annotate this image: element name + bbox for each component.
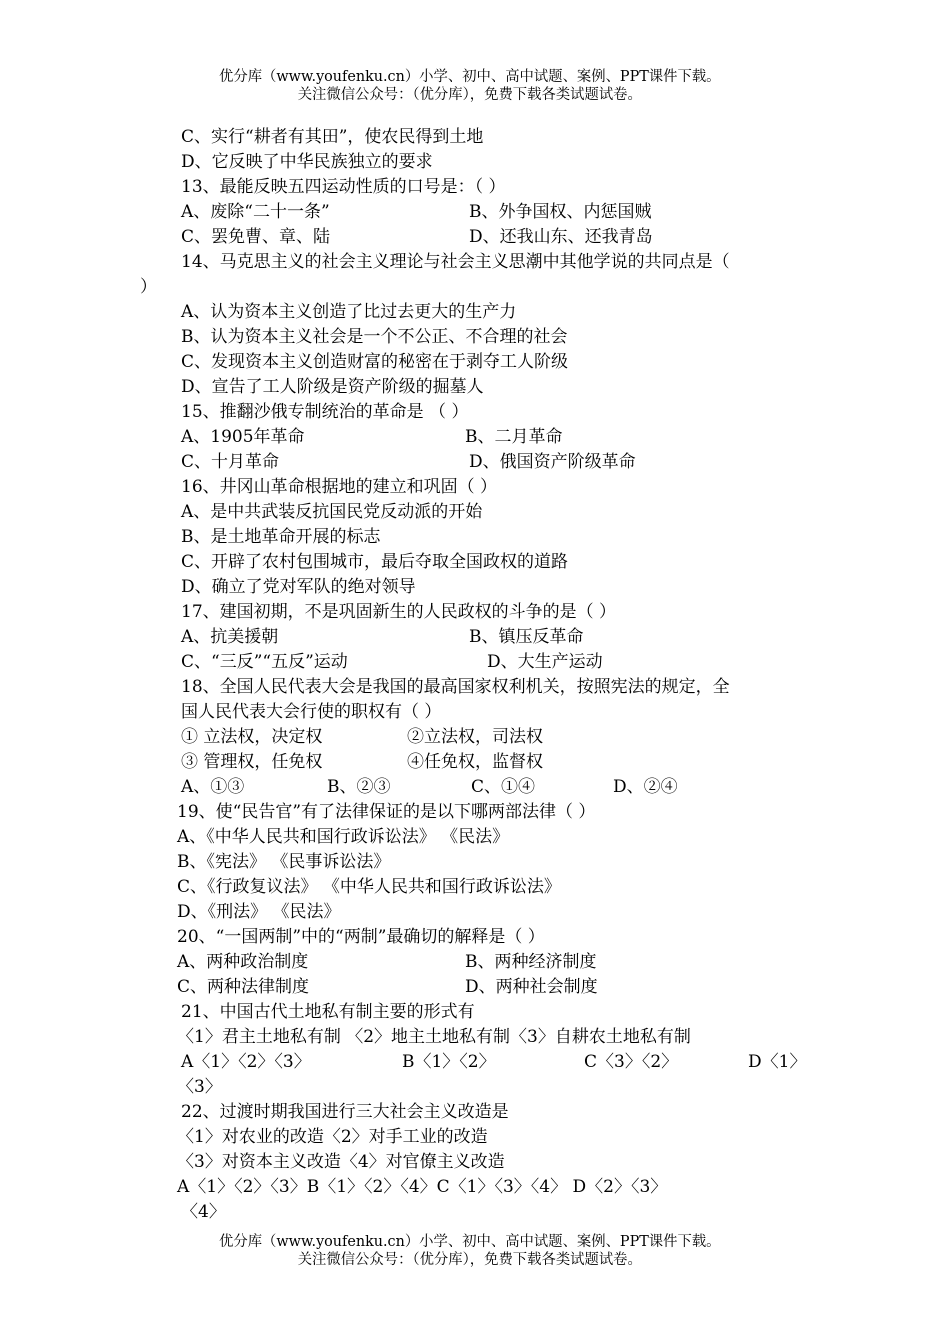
q14-stem-continued: ） <box>140 277 157 297</box>
q17-option-c: C、“三反”“五反”运动 <box>181 652 348 672</box>
q20-option-b: B、两种经济制度 <box>465 952 597 972</box>
q15-option-a: A、1905年革命 <box>181 427 305 447</box>
q21-option-d: D〈1〉 <box>748 1052 807 1072</box>
q17-option-a: A、抗美援朝 <box>181 627 279 647</box>
q14-option-d: D、宣告了工人阶级是资产阶级的掘墓人 <box>181 377 484 397</box>
q20-stem: 20、“一国两制”中的“两制”最确切的解释是（ ） <box>177 927 545 947</box>
q17-option-d: D、大生产运动 <box>487 652 603 672</box>
q21-option-c: C〈3〉〈2〉 <box>584 1052 679 1072</box>
q20-option-c: C、两种法律制度 <box>177 977 310 997</box>
q16-option-b: B、是土地革命开展的标志 <box>181 527 381 547</box>
q13-stem: 13、最能反映五四运动性质的口号是：（ ） <box>181 177 506 197</box>
q21-option-a: A〈1〉〈2〉〈3〉 <box>181 1052 311 1072</box>
q13-option-c: C、罢免曹、章、陆 <box>181 227 331 247</box>
q14-option-a: A、认为资本主义创造了比过去更大的生产力 <box>181 302 517 322</box>
q19-option-a: A、《中华人民共和国行政诉讼法》 《民法》 <box>177 827 510 847</box>
q18-option-a: A、①③ <box>181 777 245 797</box>
q20-option-d: D、两种社会制度 <box>465 977 598 997</box>
q18-item-3: ③ 管理权，任免权 <box>181 752 323 772</box>
page-header-line1: 优分库（www.youfenku.cn）小学、初中、高中试题、案例、PPT课件下载。 <box>219 69 721 85</box>
q22-items-line1: 〈1〉对农业的改造〈2〉对手工业的改造 <box>177 1127 488 1147</box>
q18-item-4: ④任免权，监督权 <box>407 752 543 772</box>
q16-option-d: D、确立了党对军队的绝对领导 <box>181 577 416 597</box>
q16-stem: 16、井冈山革命根据地的建立和巩固（ ） <box>181 477 498 497</box>
q19-stem: 19、使“民告官”有了法律保证的是以下哪两部法律（ ） <box>177 802 596 822</box>
q18-item-1: ① 立法权，决定权 <box>181 727 323 747</box>
q16-option-c: C、开辟了农村包围城市，最后夺取全国政权的道路 <box>181 552 569 572</box>
q19-option-b: B、《宪法》 《民事诉讼法》 <box>177 852 391 872</box>
q13-option-a: A、废除“二十一条” <box>181 202 330 222</box>
q16-option-a: A、是中共武装反抗国民党反动派的开始 <box>181 502 483 522</box>
q21-stem: 21、中国古代土地私有制主要的形式有 <box>181 1002 475 1022</box>
q21-option-b: B〈1〉〈2〉 <box>402 1052 496 1072</box>
q18-item-2: ②立法权，司法权 <box>407 727 543 747</box>
q14-stem: 14、马克思主义的社会主义理论与社会主义思潮中其他学说的共同点是（ <box>181 252 730 272</box>
q12-option-c: C、实行“耕者有其田”，使农民得到土地 <box>181 127 484 147</box>
q18-option-b: B、②③ <box>327 777 391 797</box>
q22-options: A〈1〉〈2〉〈3〉B〈1〉〈2〉〈4〉C〈1〉〈3〉〈4〉 D〈2〉〈3〉 <box>177 1177 668 1197</box>
q22-items-line2: 〈3〉对资本主义改造〈4〉对官僚主义改造 <box>177 1152 505 1172</box>
q18-stem: 18、全国人民代表大会是我国的最高国家权利机关，按照宪法的规定，全 <box>181 677 730 697</box>
q19-option-c: C、《行政复议法》 《中华人民共和国行政诉讼法》 <box>177 877 561 897</box>
q15-option-c: C、十月革命 <box>181 452 280 472</box>
q21-items: 〈1〉君主土地私有制 〈2〉地主土地私有制〈3〉自耕农土地私有制 <box>177 1027 691 1047</box>
q14-option-c: C、发现资本主义创造财富的秘密在于剥夺工人阶级 <box>181 352 569 372</box>
q13-option-d: D、还我山东、还我青岛 <box>469 227 653 247</box>
q19-option-d: D、《刑法》 《民法》 <box>177 902 341 922</box>
q22-options-continued: 〈4〉 <box>181 1202 226 1222</box>
page-header-line2: 关注微信公众号：（优分库），免费下载各类试题试卷。 <box>297 87 642 103</box>
q15-option-d: D、俄国资产阶级革命 <box>469 452 636 472</box>
q20-option-a: A、两种政治制度 <box>177 952 309 972</box>
q13-option-b: B、外争国权、内惩国贼 <box>469 202 652 222</box>
q12-option-d: D、它反映了中华民族独立的要求 <box>181 152 433 172</box>
q15-option-b: B、二月革命 <box>465 427 563 447</box>
q22-stem: 22、过渡时期我国进行三大社会主义改造是 <box>181 1102 509 1122</box>
q17-option-b: B、镇压反革命 <box>469 627 584 647</box>
q14-option-b: B、认为资本主义社会是一个不公正、不合理的社会 <box>181 327 568 347</box>
page-footer-line1: 优分库（www.youfenku.cn）小学、初中、高中试题、案例、PPT课件下载。 <box>219 1234 721 1250</box>
page-footer-line2: 关注微信公众号：（优分库），免费下载各类试题试卷。 <box>297 1252 642 1268</box>
q18-option-d: D、②④ <box>613 777 678 797</box>
q15-stem: 15、推翻沙俄专制统治的革命是 （ ） <box>181 402 469 422</box>
q17-stem: 17、建国初期，不是巩固新生的人民政权的斗争的是（ ） <box>181 602 617 622</box>
q18-stem-continued: 国人民代表大会行使的职权有（ ） <box>181 702 442 722</box>
q21-option-d-continued: 〈3〉 <box>177 1077 222 1097</box>
q18-option-c: C、①④ <box>471 777 536 797</box>
